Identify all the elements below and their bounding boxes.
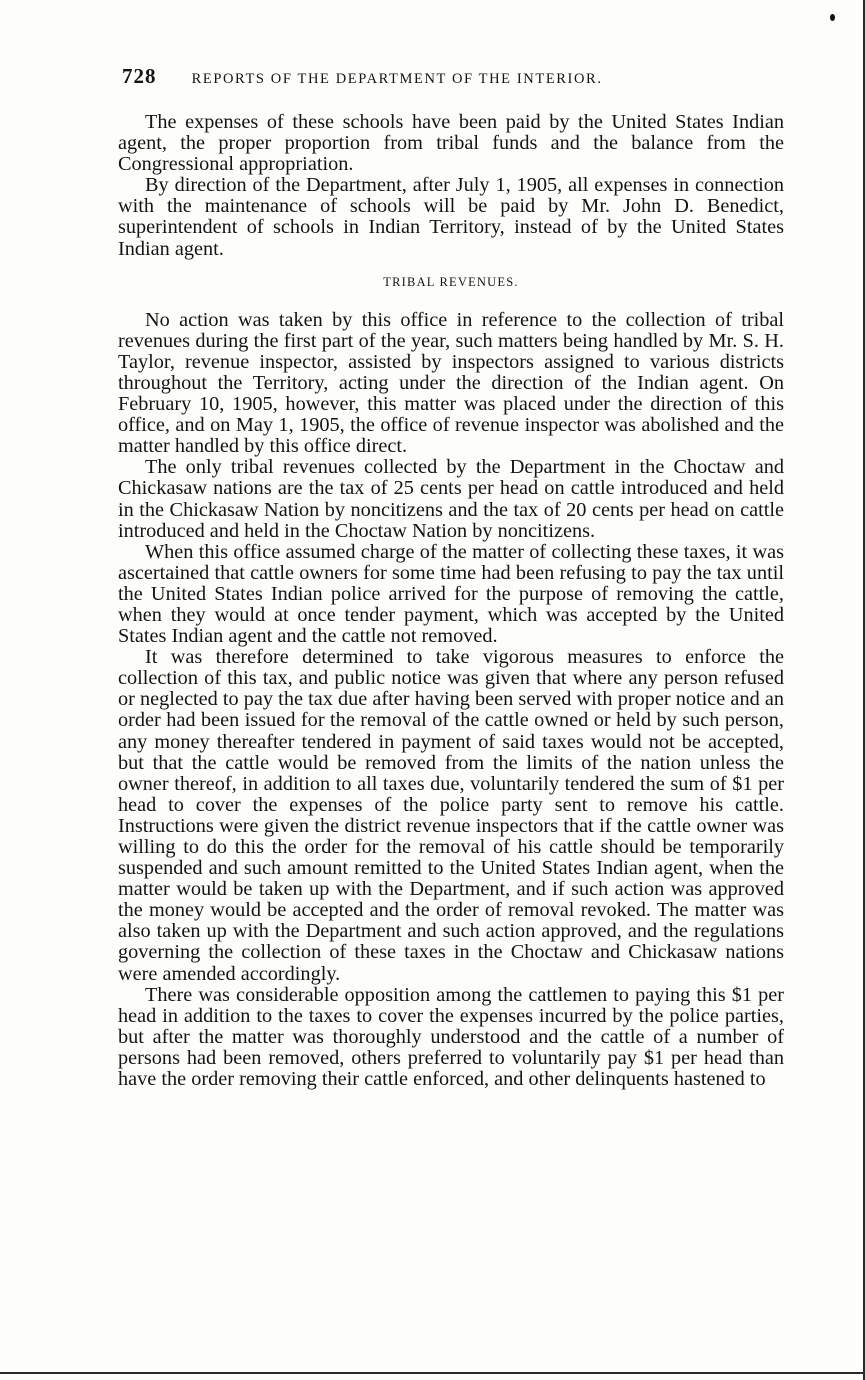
- paragraph-opposition: There was considerable opposition among the cattlemen to paying this $1 per head in addition to the taxes to cover the expenses incurred by the police parties, but after the matter was thoroughly understood and the cattle of a number of persons had been removed, others preferred to voluntarily pay $1 per head than have the order removing their cattle enforced, and other delinquents hastened to: [118, 983, 784, 1091]
- page-header: [122, 64, 772, 88]
- paragraph-no-action: No action was taken by this office in reference to the collection of tribal revenues during the first part of the year, such matters being handled by Mr. S. H. Taylor, revenue inspector, assisted by inspectors assigned to various districts throughout the Territory, acting under the direction of the Indian agent. On February 10, 1905, however, this matter was placed under the direction of this office, and on May 1, 1905, the office of revenue inspector was abolished and the matter handled by this office direct.: [118, 308, 784, 458]
- paragraph-assumed-charge: When this office assumed charge of the matter of collecting these taxes, it was ascertained that cattle owners for some time had been refusing to pay the tax until the United States Indian police arrived for the purpose of removing the cattle, when they would at once tender payment, which was accepted by the United States Indian agent and the cattle not removed.: [118, 540, 784, 648]
- page-number: 728: [122, 64, 157, 88]
- paragraph-school-expenses: The expenses of these schools have been paid by the United States Indian agent, the proper proportion from tribal funds and the balance from the Congressional appropriation.: [118, 111, 784, 176]
- scan-edge-bottom: [0, 1372, 865, 1374]
- paragraph-vigorous-measures: It was therefore determined to take vigorous measures to enforce the collection of this tax, and public notice was given that where any person refused or neglected to pay the tax due after having been served with proper notice and an order had been issued for the removal of the cattle owned or held by such person, any money thereafter tendered in payment of said taxes would not be accepted, but that the cattle would be removed from the limits of the nation unless the owner thereof, in addition to all taxes due, voluntarily tendered the sum of $1 per head to cover the expenses of the police party sent to remove his cattle. Instructions were given the district revenue inspectors that if the cattle owner was willing to do this the order for the removal of his cattle should be temporarily suspended and such amount remitted to the United States Indian agent, when the matter would be taken up with the Department, and if such action was approved the money would be accepted and the order of removal revoked. The matter was also taken up with the Department and such action approved, and the regulations governing the collection of these taxes in the Choctaw and Chickasaw nations were amended accordingly.: [118, 646, 784, 985]
- paragraph-only-revenues: The only tribal revenues collected by the Department in the Choctaw and Chickasaw nations are the tax of 25 cents per head on cattle introduced and held in the Chickasaw Nation by noncitizens and the tax of 20 cents per head on cattle introduced and held in the Choctaw Nation by noncitizens.: [118, 456, 784, 542]
- running-title: REPORTS OF THE DEPARTMENT OF THE INTERIOR.: [191, 71, 603, 87]
- scan-speck: [830, 14, 835, 21]
- section-heading: TRIBAL REVENUES.: [383, 274, 519, 289]
- paragraph-department-direction: By direction of the Department, after July 1, 1905, all expenses in connection with the maintenance of schools will be paid by Mr. John D. Benedict, superintendent of schools in Indian Territory, instead of by the United States Indian agent.: [118, 174, 784, 260]
- body-text: [118, 112, 784, 1090]
